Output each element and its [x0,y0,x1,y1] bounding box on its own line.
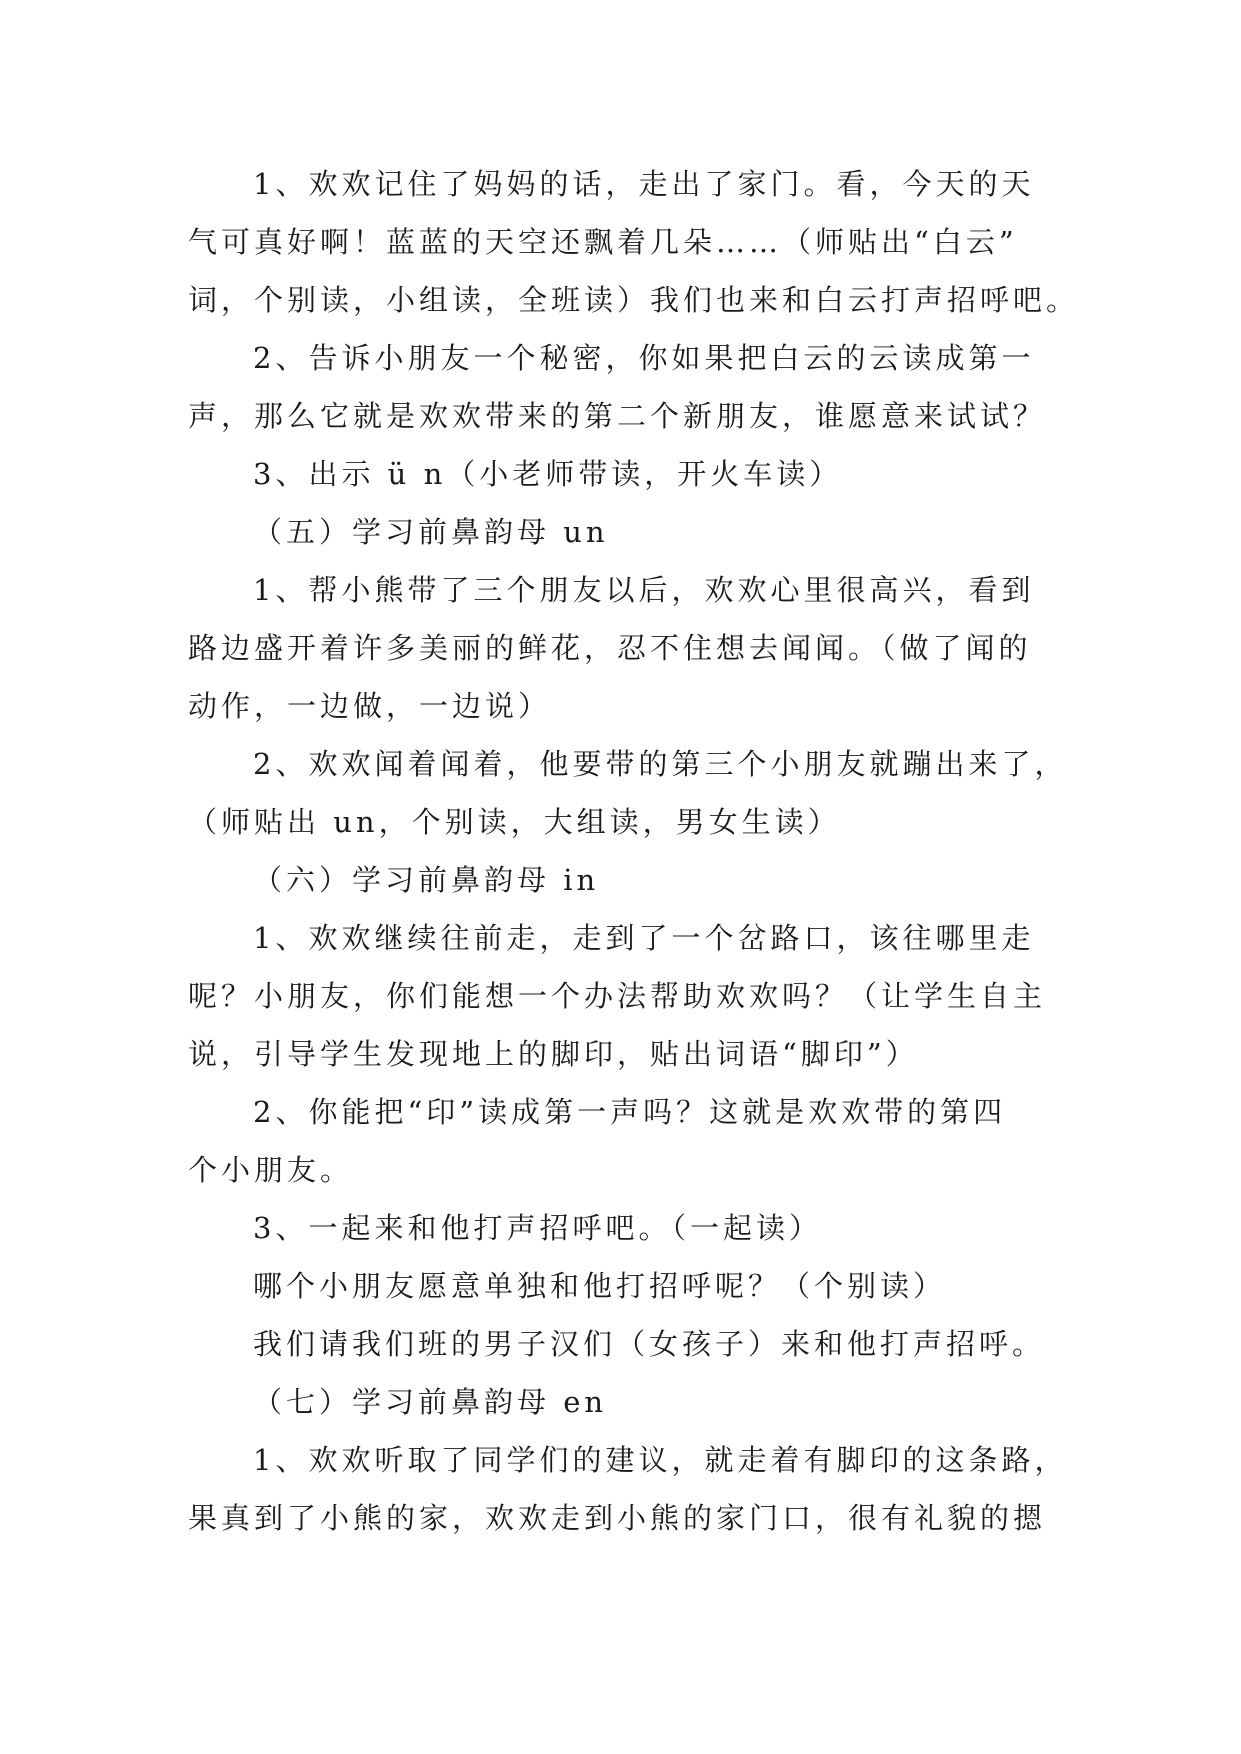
paragraph-line: 1、欢欢记住了妈妈的话，走出了家门。看，今天的天 [253,167,1035,201]
paragraph-line: 气可真好啊！蓝蓝的天空还飘着几朵……（师贴出“白云” [188,225,1018,259]
paragraph-line: 2、告诉小朋友一个秘密，你如果把白云的云读成第一 [253,341,1035,375]
paragraph-line: 词，个别读，小组读，全班读）我们也来和白云打声招呼吧。 [188,283,1080,317]
paragraph-line: 果真到了小熊的家，欢欢走到小熊的家门口，很有礼貌的摁 [188,1501,1047,1535]
paragraph-line: 我们请我们班的男子汉们（女孩子）来和他打声招呼。 [253,1327,1046,1361]
paragraph-line: 3、一起来和他打声招呼吧。（一起读） [253,1211,822,1245]
paragraph-line: 哪个小朋友愿意单独和他打招呼呢？（个别读） [253,1269,947,1303]
paragraph-line: 1、帮小熊带了三个朋友以后，欢欢心里很高兴，看到 [253,573,1035,607]
paragraph-line: 1、欢欢继续往前走，走到了一个岔路口，该往哪里走 [253,921,1035,955]
paragraph-line: 动作，一边做，一边说） [188,689,552,723]
paragraph-line: 1、欢欢听取了同学们的建议，就走着有脚印的这条路， [253,1443,1068,1477]
paragraph-line: （师贴出 un，个别读，大组读，男女生读） [188,805,841,839]
paragraph-line: 说，引导学生发现地上的脚印，贴出词语“脚印”） [188,1037,919,1071]
paragraph-line: 个小朋友。 [188,1153,354,1187]
paragraph-line: 声，那么它就是欢欢带来的第二个新朋友，谁愿意来试试？ [188,399,1047,433]
section-heading: （五）学习前鼻韵母 un [253,515,609,549]
paragraph-line: 呢？小朋友，你们能想一个办法帮助欢欢吗？（让学生自主 [188,979,1047,1013]
paragraph-line: 路边盛开着许多美丽的鲜花，忍不住想去闻闻。（做了闻的 [188,631,1032,665]
paragraph-line: 2、你能把“印”读成第一声吗？这就是欢欢带的第四 [253,1095,1007,1129]
paragraph-line: 3、出示 ü n（小老师带读，开火车读） [253,457,843,491]
section-heading: （六）学习前鼻韵母 in [253,863,600,897]
paragraph-line: 2、欢欢闻着闻着，他要带的第三个小朋友就蹦出来了， [253,747,1068,781]
section-heading: （七）学习前鼻韵母 en [253,1385,608,1419]
